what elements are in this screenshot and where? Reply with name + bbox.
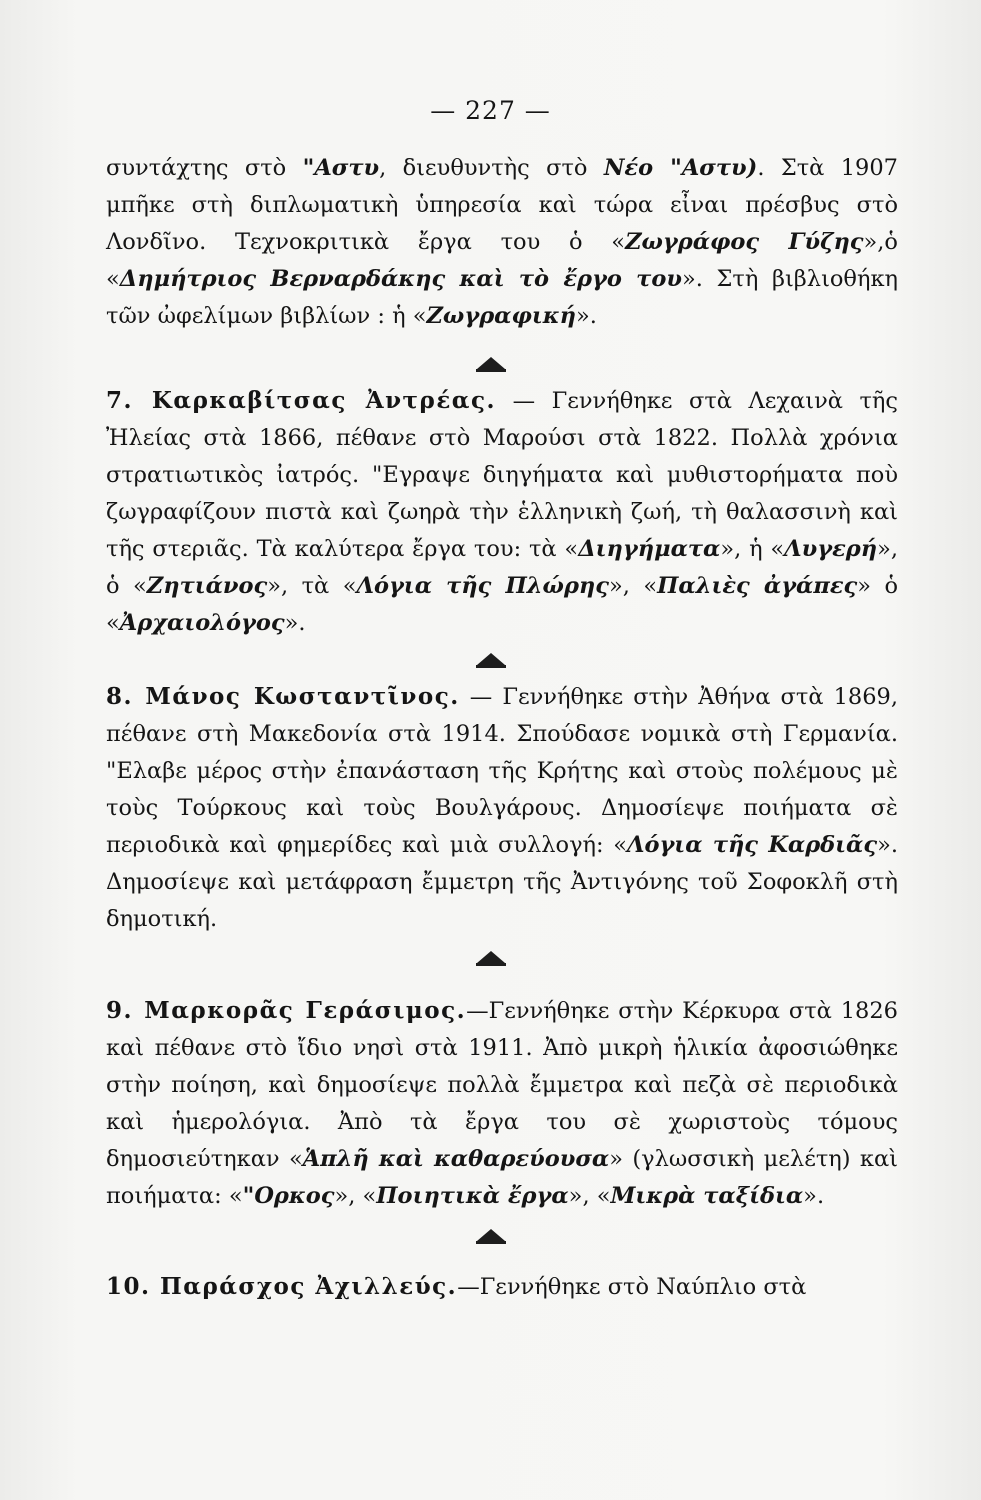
entry-9-heading: 9. Μαρκορᾶς Γεράσιμος. [106, 997, 467, 1024]
title-neo-astu: Νέο "Αστυ) [603, 155, 758, 181]
ornament-divider [474, 948, 508, 968]
entry-9: 9. Μαρκορᾶς Γεράσιμος.—Γεννήθηκε στὴν Κέρκυρα στὰ 1826 καὶ πέθανε στὸ ἴδιο νησὶ στὰ 1911. Ἀπὸ μικρὴ ἡλικία ἀφοσιώθηκε στὴν ποίηση, καὶ δημοσίεψε πολλὰ ἔμμετρα καὶ πεζὰ σὲ περιοδικὰ καὶ ἡμερολόγια. Ἀπὸ τὰ ἔργα του σὲ χωριστοὺς τόμους δημοσιεύτηκαν «Ἁπλῆ καὶ καθαρεύουσα» (γλωσσικὴ μελέτη) καὶ ποιήματα: «"Ορκος», «Ποιητικὰ ἔργα», «Μικρὰ ταξίδια». [106, 997, 899, 1209]
title-zografos-gyzis: Ζωγράφος Γύζης [625, 229, 864, 255]
intro-paragraph: συντάχτης στὸ "Αστυ, διευθυντὴς στὸ Νέο "Αστυ). Στὰ 1907 μπῆκε στὴ διπλωματικὴ ὑπηρεσία καὶ τώρα εἶναι πρέσβυς στὸ Λονδῖνο. Τεχνοκριτικὰ ἔργα του ὁ «Ζωγράφος Γύζης»,ὁ «Δημήτριος Βερναρδάκης καὶ τὸ ἔργο του». Στὴ βιβλιοθήκη τῶν ὠφελίμων βιβλίων : ἡ «Ζωγραφική». [106, 155, 899, 329]
title-zografiki: Ζωγραφική [426, 303, 576, 329]
page-number: — 227 — [430, 96, 551, 125]
ornament-divider [474, 650, 508, 670]
title-vernardakis: Δημήτριος Βερναρδάκης καὶ τὸ ἔργο του [119, 266, 682, 292]
entry-10: 10. Παράσχος Ἀχιλλεύς.—Γεννήθηκε στὸ Ναύπλιο στὰ [106, 1273, 807, 1300]
entry-8: 8. Μάνος Κωσταντῖνος. — Γεννήθηκε στὴν Ἀθήνα στὰ 1869, πέθανε στὴ Μακεδονία στὰ 1914. Σπούδασε νομικὰ στὴ Γερμανία. "Ελαβε μέρος στὴν ἐπανάσταση τῆς Κρήτης καὶ στοὺς πολέμους μὲ τοὺς Τούρκους καὶ τοὺς Βουλγάρους. Δημοσίεψε ποιήματα σὲ περιοδικὰ καὶ φημερίδες καὶ μιὰ συλλογή: «Λόγια τῆς Καρδιᾶς». Δημοσίεψε καὶ μετάφραση ἔμμετρη τῆς Ἀντιγόνης τοῦ Σοφοκλῆ στὴ δημοτική. [106, 683, 898, 932]
ornament-divider [474, 354, 508, 374]
entry-7-heading: 7. Καρκαβίτσας Ἀντρέας. [106, 387, 497, 414]
ornament-divider [474, 1226, 508, 1246]
entry-8-heading: 8. Μάνος Κωσταντῖνος. [106, 683, 460, 710]
title-astu: "Αστυ [302, 155, 380, 181]
entry-7: 7. Καρκαβίτσας Ἀντρέας. — Γεννήθηκε στὰ Λεχαινὰ τῆς Ἠλείας στὰ 1866, πέθανε στὸ Μαρούσι στὰ 1822. Πολλὰ χρόνια στρατιωτικὸς ἰατρός. "Εγραψε διηγήματα καὶ μυθιστορήματα ποὺ ζωγραφίζουν πιστὰ καὶ ζωηρὰ τὴν ἑλληνικὴ ζωή, τὴ θαλασσινὴ καὶ τῆς στεριᾶς. Τὰ καλύτερα ἔργα του: τὰ «Διηγήματα», ἡ «Λυγερή», ὁ «Ζητιάνος», τὰ «Λόγια τῆς Πλώρης», «Παλιὲς ἀγάπες» ὁ «Ἀρχαιολόγος». [106, 387, 899, 636]
entry-10-heading: 10. Παράσχος Ἀχιλλεύς. [106, 1273, 458, 1300]
